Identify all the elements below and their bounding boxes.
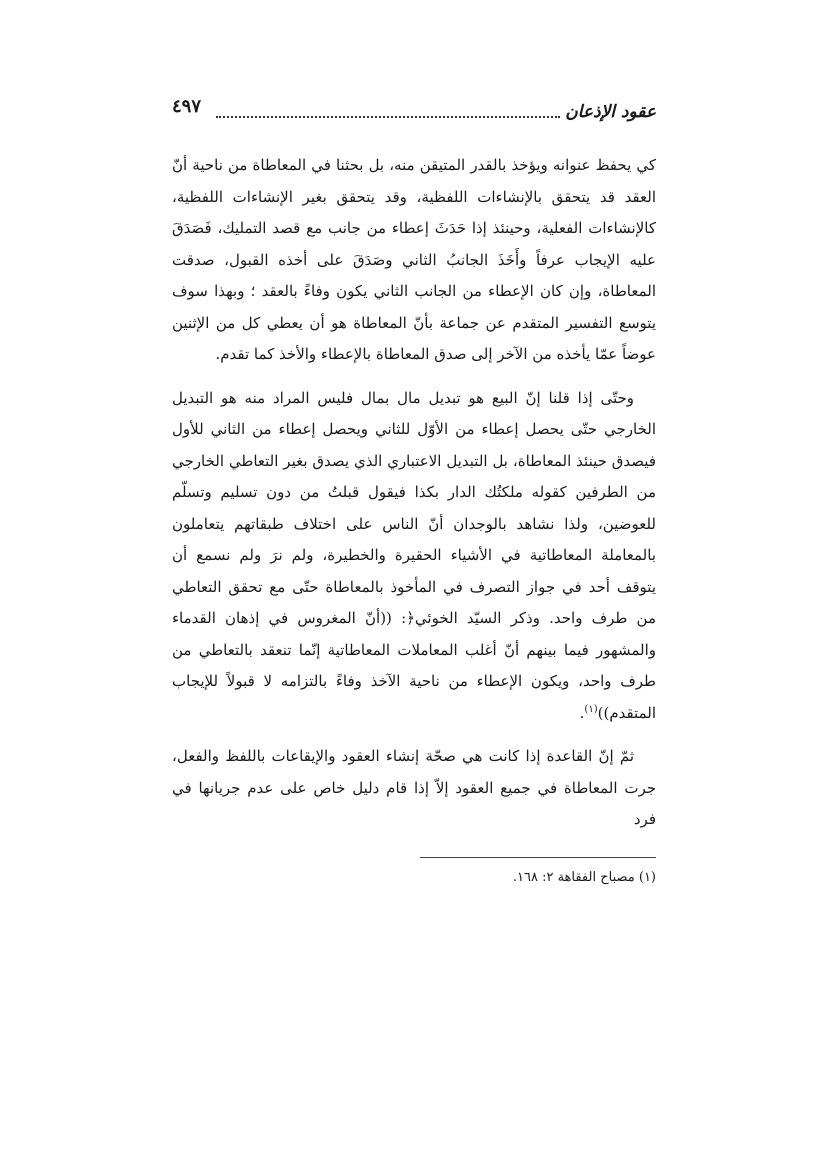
footnote-reference: (١) (584, 703, 598, 715)
page-number: ٤٩٧ (172, 96, 202, 117)
running-title: عقود الإذعان (565, 102, 656, 122)
page-header (172, 96, 656, 130)
body-text (172, 150, 656, 848)
footnote: (١) مصباح الفقاهة ٢: ١٦٨. (512, 870, 656, 885)
paragraph-2-text: وحتّى إذا قلنا إنّ البيع هو تبديل مال بمال فليس المراد منه هو التبديل الخارجي حتّى يحصل إعطاء من الأوّل للثاني ويحصل إعطاء من الثاني للأول فيصدق حينئذ المعاطاة، بل التبديل الاعتباري الذي يصدق بغير التعاطي الخارجي من الطرفين كقوله ملكتُك الدار بكذا فيقول قبلتُ من دون تسليم وتسلّم للعوضين، ولذا نشاهد بالوجدان أنّ الناس على اختلاف طبقاتهم يتعاملون بالمعاملة المعاطاتية في الأشياء الحقيرة والخطيرة، ولم نرَ ولم نسمع أن يتوقف أحد في جواز التصرف في المأخوذ بالمعاطاة حتّى مع تحقق التعاطي من طرف واحد. وذكر السيّد الخوئي﴿: ((أنّ المغروس في إذهان القدماء والمشهور فيما بينهم أنّ أغلب المعاملات المعاطاتية إنّما تنعقد بالتعاطي من طرف واحد، ويكون الإعطاء من ناحية الآخذ وفاءً بالتزامه لا قبولاً للإيجاب المتقدم)) (172, 388, 656, 722)
paragraph-2 (172, 383, 656, 730)
header-dotted-leader (216, 116, 560, 118)
footnote-separator (420, 857, 656, 858)
paragraph-2-end: . (579, 703, 585, 722)
paragraph-1: كي يحفظ عنوانه ويؤخذ بالقدر المتيقن منه، بل بحثنا في المعاطاة من ناحية أنّ العقد قد يتحقق بالإنشاءات اللفظية، وقد يتحقق بغير الإنشاءات اللفظية، كالإنشاءات الفعلية، وحينئذ إذا حَدَثَ إعطاء من جانب مع قصد التمليك، فَصَدَقَ عليه الإيجاب عرفاً وأَخَذَ الجانبُ الثاني وصَدَقَ على أخذه القبول، صدقت المعاطاة، وإن كان الإعطاء من الجانب الثاني يكون وفاءً بالعقد ؛ وبهذا سوف يتوسع التفسير المتقدم عن جماعة بأنّ المعاطاة هو أن يعطي كل من الإثنين عوضاً عمّا يأخذه من الآخر إلى صدق المعاطاة بالإعطاء والأخذ كما تقدم. (172, 156, 656, 363)
paragraph-3: ثمّ إنّ القاعدة إذا كانت هي صحّة إنشاء العقود والإيقاعات باللفظ والفعل، جرت المعاطاة في جميع العقود إلاّ إذا قام دليل خاص على عدم جريانها في فرد (172, 747, 656, 828)
